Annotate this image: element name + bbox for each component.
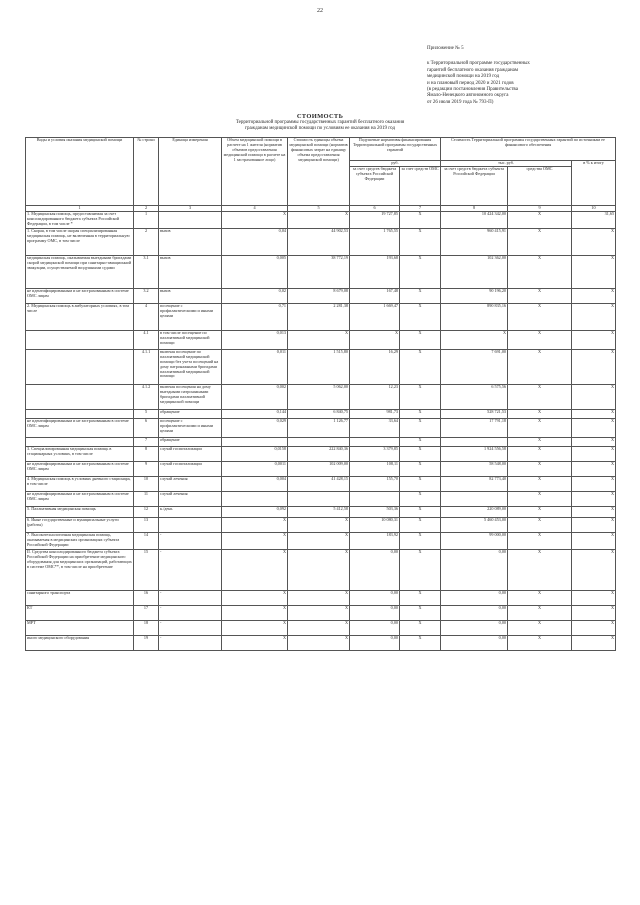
row-percent: X (572, 418, 616, 437)
row-unit: вызов (159, 228, 222, 255)
row-total-oms: X (508, 532, 572, 549)
row-total-budget: 7 691,00 (441, 349, 508, 384)
row-percent: X (572, 590, 616, 605)
column-number: 5 (288, 205, 350, 211)
row-number: 5 (134, 409, 159, 418)
appendix-line: к Территориальной программе государственных (427, 61, 530, 67)
row-per-capita-budget: 3 379,85 (350, 446, 400, 461)
row-per-capita-oms: X (400, 446, 441, 461)
table-row (26, 635, 616, 650)
row-per-capita-budget: 19 727,85 (350, 211, 400, 228)
row-percent: 31,65 (572, 211, 616, 228)
table-row (26, 620, 616, 635)
column-number: 8 (441, 205, 508, 211)
header-total-budget: за счет средств бюджета субъекта Российской Федерации (441, 166, 508, 205)
row-name: 1. Медицинская помощь, предоставляемая за счет консолидированного бюджета субъекта Российской Федерации, в том числе * (26, 211, 134, 228)
row-unit-cost: 41 428,15 (288, 476, 350, 491)
row-name: II. Средства консолидированного бюджета субъекта Российской Федерации на приобретение медицинского оборудования для медицинских организаций, работающих в системе ОМС**, в том числе на приобретение (26, 549, 134, 590)
row-percent: X (572, 330, 616, 349)
table-row (26, 549, 616, 590)
header-per-capita-oms: за счет средств ОМС (400, 166, 441, 205)
row-volume: 0,0158 (222, 446, 288, 461)
row-unit: - (159, 605, 222, 620)
row-number: 8 (134, 446, 159, 461)
row-name: не идентифицированным и не застрахованным в системе ОМС лицам (26, 418, 134, 437)
row-number: 14 (134, 532, 159, 549)
table-row (26, 418, 616, 437)
row-volume: 0,144 (222, 409, 288, 418)
header-per-capita-budget: за счет средств бюджета субъекта Российской Федерации (350, 166, 400, 205)
row-unit: - (159, 590, 222, 605)
row-percent: X (572, 517, 616, 532)
row-unit: к./день (159, 506, 222, 517)
appendix-line: Ямало-Ненецкого автономного округа (427, 93, 509, 99)
row-unit-cost: X (288, 605, 350, 620)
row-per-capita-oms: X (400, 437, 441, 446)
row-number: 15 (134, 549, 159, 590)
row-number: 7 (134, 437, 159, 446)
row-per-capita-oms: X (400, 635, 441, 650)
row-total-oms: X (508, 549, 572, 590)
header-per-capita: Подушевые нормативы финансирования Территориальной программы государственных гарантий (350, 138, 441, 161)
header-row-no: № строки (134, 138, 159, 206)
table-row (26, 491, 616, 506)
row-unit-cost: 6 840,75 (288, 409, 350, 418)
table-row (26, 228, 616, 255)
row-number: 6 (134, 418, 159, 437)
column-number: 9 (508, 205, 572, 211)
row-percent: X (572, 409, 616, 418)
table-row (26, 517, 616, 532)
row-total-budget: 0,00 (441, 590, 508, 605)
row-percent: X (572, 384, 616, 409)
table-row (26, 255, 616, 288)
row-percent: X (572, 532, 616, 549)
row-total-oms: X (508, 288, 572, 303)
row-percent: X (572, 491, 616, 506)
row-name: 1. Скорая, в том числе скорая специализированная медицинская помощь, не включенная в территориальную программу ОМС, в том числе (26, 228, 134, 255)
appendix-note (427, 46, 627, 106)
table-row (26, 605, 616, 620)
row-name: 6. Иные государственные и муниципальные услуги (работы) (26, 517, 134, 532)
table-row (26, 590, 616, 605)
row-volume: X (222, 605, 288, 620)
row-percent: X (572, 288, 616, 303)
row-total-oms: X (508, 418, 572, 437)
table-row (26, 384, 616, 409)
row-name: 5. Паллиативная медицинская помощь (26, 506, 134, 517)
row-unit: - (159, 635, 222, 650)
row-total-budget: 528 721,53 (441, 409, 508, 418)
subtitle-line: Территориальной программы государственных гарантий бесплатного оказания (235, 120, 405, 125)
row-number: 1 (134, 211, 159, 228)
row-total-oms: X (508, 635, 572, 650)
row-percent: X (572, 228, 616, 255)
row-unit-cost: X (288, 635, 350, 650)
row-number: 2 (134, 228, 159, 255)
row-total-budget: 0,00 (441, 620, 508, 635)
row-name (26, 330, 134, 349)
row-total-oms: X (508, 384, 572, 409)
row-per-capita-oms: X (400, 491, 441, 506)
row-per-capita-oms: X (400, 549, 441, 590)
header-per-capita-unit: руб. (350, 161, 441, 167)
table-row (26, 330, 616, 349)
row-per-capita-oms: X (400, 532, 441, 549)
row-percent: X (572, 303, 616, 330)
row-total-budget: 102 362,00 (441, 255, 508, 288)
row-unit: в том числе посещение по паллиативной медицинской помощи (159, 330, 222, 349)
row-volume (222, 491, 288, 506)
row-percent: X (572, 349, 616, 384)
row-total-oms: X (508, 461, 572, 476)
row-number: 4.1.1 (134, 349, 159, 384)
row-percent: X (572, 437, 616, 446)
row-total-budget: X (441, 330, 508, 349)
row-per-capita-budget: 981,73 (350, 409, 400, 418)
row-per-capita-oms: X (400, 330, 441, 349)
row-total-budget (441, 437, 508, 446)
header-pct: в % к итогу (572, 161, 616, 206)
table-row (26, 437, 616, 446)
row-per-capita-budget: 0,00 (350, 620, 400, 635)
row-unit: посещение с профилактическими и иными целями (159, 303, 222, 330)
table-row (26, 409, 616, 418)
row-unit-cost: 38 772,19 (288, 255, 350, 288)
row-per-capita-oms: X (400, 303, 441, 330)
table-row (26, 349, 616, 384)
row-percent: X (572, 506, 616, 517)
row-unit-cost: X (288, 330, 350, 349)
row-name: 2. Медицинская помощь в амбулаторных условиях, в том числе (26, 303, 134, 330)
appendix-line: и на плановый период 2020 и 2021 годов (427, 80, 514, 86)
row-name (26, 349, 134, 384)
appendix-line: гарантий бесплатного оказания гражданам (427, 67, 519, 73)
table-row (26, 288, 616, 303)
row-per-capita-budget: 0,00 (350, 635, 400, 650)
header-volume: Объем медицинской помощи в расчете на 1 жителя (норматив объемов предоставления медицинской помощи в расчете на 1 застрахованное лицо) (222, 138, 288, 206)
row-name (26, 409, 134, 418)
row-total-budget: 890 835,16 (441, 303, 508, 330)
row-per-capita-oms: X (400, 418, 441, 437)
row-volume (222, 437, 288, 446)
appendix-title: Приложение № 5 (427, 46, 464, 51)
row-total-budget: 0,00 (441, 549, 508, 590)
row-unit-cost: 5 412,58 (288, 506, 350, 517)
row-total-budget: 90 196,20 (441, 288, 508, 303)
row-unit: вызов (159, 255, 222, 288)
row-per-capita-oms: X (400, 384, 441, 409)
row-number: 16 (134, 590, 159, 605)
row-total-budget: 5 460 453,00 (441, 517, 508, 532)
row-unit-cost (288, 437, 350, 446)
row-name (26, 384, 134, 409)
subtitle-line: гражданам медицинской помощи по условиям ее оказания на 2019 год (244, 126, 396, 131)
row-per-capita-oms: X (400, 288, 441, 303)
row-volume: 0,011 (222, 349, 288, 384)
table-row (26, 303, 616, 330)
row-volume: X (222, 211, 288, 228)
row-unit: включая посещения на дому выездными патронажными бригадами паллиативной медицинской помощи (159, 384, 222, 409)
row-number: 13 (134, 517, 159, 532)
row-number: 17 (134, 605, 159, 620)
row-per-capita-budget: 1 669,47 (350, 303, 400, 330)
row-total-budget: 99 000,00 (441, 532, 508, 549)
row-unit-cost: X (288, 620, 350, 635)
row-name: не идентифицированным и не застрахованным в системе ОМС лицам (26, 491, 134, 506)
row-volume: 0,0011 (222, 461, 288, 476)
row-volume: X (222, 590, 288, 605)
table-row (26, 211, 616, 228)
row-total-oms: X (508, 620, 572, 635)
row-unit-cost: 5 062,00 (288, 384, 350, 409)
row-unit: вызов (159, 288, 222, 303)
row-name: КТ (26, 605, 134, 620)
row-number: 4.1 (134, 330, 159, 349)
row-unit: случай лечения (159, 476, 222, 491)
row-total-budget: 6 575,56 (441, 384, 508, 409)
row-volume: X (222, 532, 288, 549)
row-per-capita-oms: X (400, 228, 441, 255)
row-total-budget: 1 924 556,58 (441, 446, 508, 461)
row-unit-cost: X (288, 549, 350, 590)
column-number: 1 (26, 205, 134, 211)
row-unit-cost: 44 902,53 (288, 228, 350, 255)
row-number: 3.1 (134, 255, 159, 288)
row-volume: X (222, 620, 288, 635)
row-per-capita-budget: 12,23 (350, 384, 400, 409)
row-per-capita-oms: X (400, 409, 441, 418)
row-volume: 0,004 (222, 476, 288, 491)
row-unit-cost: X (288, 532, 350, 549)
row-name: иного медицинского оборудования (26, 635, 134, 650)
row-total-budget: 960 415,91 (441, 228, 508, 255)
table-row (26, 461, 616, 476)
document-subtitle (0, 120, 640, 132)
header-total-cost: Стоимость Территориальной программы государственных гарантий по источникам ее финансового обеспечения (441, 138, 616, 161)
row-name: санитарного транспорта (26, 590, 134, 605)
row-name: не идентифицированным и не застрахованным в системе ОМС лицам (26, 288, 134, 303)
row-total-oms: X (508, 506, 572, 517)
row-per-capita-budget: 0,00 (350, 549, 400, 590)
row-unit: случай лечения (159, 491, 222, 506)
row-number: 3.2 (134, 288, 159, 303)
row-per-capita-oms: X (400, 605, 441, 620)
row-per-capita-oms: X (400, 255, 441, 288)
cost-table (25, 137, 616, 651)
row-name (26, 437, 134, 446)
table-row (26, 446, 616, 461)
row-unit: - (159, 532, 222, 549)
row-total-oms: X (508, 211, 572, 228)
row-volume: 0,029 (222, 418, 288, 437)
row-total-budget: 0,00 (441, 605, 508, 620)
row-unit-cost: X (288, 517, 350, 532)
row-number: 18 (134, 620, 159, 635)
row-number: 4 (134, 303, 159, 330)
row-percent: X (572, 635, 616, 650)
row-total-budget: 82 773,40 (441, 476, 508, 491)
row-unit (159, 211, 222, 228)
document-title: СТОИМОСТЬ (296, 113, 344, 120)
row-number: 9 (134, 461, 159, 476)
table-row (26, 506, 616, 517)
table-row (26, 532, 616, 549)
appendix-line: (в редакции постановления Правительства (427, 87, 518, 93)
row-unit-cost: 222 840,36 (288, 446, 350, 461)
row-total-budget: 0,00 (441, 635, 508, 650)
appendix-line: медицинской помощи на 2019 год (427, 74, 500, 80)
header-types: Виды и условия оказания медицинской помощи (26, 138, 134, 206)
row-per-capita-budget: 167,48 (350, 288, 400, 303)
row-per-capita-budget: 183,92 (350, 532, 400, 549)
page-number: 22 (317, 8, 323, 14)
row-volume: 0,002 (222, 384, 288, 409)
row-unit-cost: X (288, 211, 350, 228)
row-volume: 0,092 (222, 506, 288, 517)
row-number: 12 (134, 506, 159, 517)
row-per-capita-oms: X (400, 211, 441, 228)
row-unit-cost: 102 009,00 (288, 461, 350, 476)
row-unit: - (159, 620, 222, 635)
table-header-row (26, 138, 616, 161)
row-total-budget: 10 424 342,00 (441, 211, 508, 228)
row-per-capita-budget (350, 437, 400, 446)
row-unit (159, 517, 222, 532)
row-percent: X (572, 549, 616, 590)
row-name: МРТ (26, 620, 134, 635)
row-percent: X (572, 255, 616, 288)
column-number: 6 (350, 205, 400, 211)
column-number: 10 (572, 205, 616, 211)
row-per-capita-budget: 0,00 (350, 590, 400, 605)
row-unit: - (159, 549, 222, 590)
row-per-capita-budget: 1 765,55 (350, 228, 400, 255)
row-percent: X (572, 446, 616, 461)
row-unit: включая посещение по паллиативной медицинской помощи без учета посещений на дому патронажными бригадами паллиативной медицинской помощи (159, 349, 222, 384)
row-per-capita-budget: X (350, 330, 400, 349)
row-total-oms: X (508, 517, 572, 532)
row-percent: X (572, 476, 616, 491)
row-total-oms: X (508, 590, 572, 605)
row-per-capita-budget: 503,36 (350, 506, 400, 517)
row-volume: X (222, 517, 288, 532)
row-unit-cost: X (288, 590, 350, 605)
row-volume: 0,02 (222, 288, 288, 303)
row-total-oms: X (508, 255, 572, 288)
column-number: 2 (134, 205, 159, 211)
appendix-line: от 26 июля 2019 года № 793-П) (427, 99, 494, 105)
row-unit: обращение (159, 437, 222, 446)
row-total-budget: 58 548,00 (441, 461, 508, 476)
row-total-oms: X (508, 476, 572, 491)
row-total-oms: X (508, 437, 572, 446)
row-total-oms: X (508, 409, 572, 418)
row-unit: случай госпитализации (159, 446, 222, 461)
header-cost-unit: Стоимость единицы объема медицинской помощи (норматив финансовых затрат на единицу объема предоставления медицинской помощи) (288, 138, 350, 206)
row-total-oms: X (508, 446, 572, 461)
row-per-capita-budget: 193,68 (350, 255, 400, 288)
row-total-oms: X (508, 330, 572, 349)
row-unit-cost: 1 126,77 (288, 418, 350, 437)
header-unit: Единица измерения (159, 138, 222, 206)
row-total-oms: X (508, 605, 572, 620)
row-per-capita-budget: 33,64 (350, 418, 400, 437)
row-unit-cost: 8 679,08 (288, 288, 350, 303)
row-per-capita-oms: X (400, 620, 441, 635)
row-percent: X (572, 461, 616, 476)
row-number: 10 (134, 476, 159, 491)
row-total-oms: X (508, 228, 572, 255)
row-name: 4. Медицинская помощь в условиях дневного стационара, в том числе (26, 476, 134, 491)
column-number: 3 (159, 205, 222, 211)
row-unit-cost: 2 281,38 (288, 303, 350, 330)
row-total-budget: 17 791,18 (441, 418, 508, 437)
row-per-capita-oms: X (400, 349, 441, 384)
row-percent: X (572, 620, 616, 635)
row-volume: X (222, 549, 288, 590)
row-number: 19 (134, 635, 159, 650)
table-row (26, 476, 616, 491)
header-total-unit: тыс. руб. (441, 161, 572, 167)
row-total-oms: X (508, 303, 572, 330)
row-per-capita-oms: X (400, 461, 441, 476)
row-per-capita-budget: 16,29 (350, 349, 400, 384)
row-name: медицинская помощь, оказываемая выездными бригадами скорой медицинской помощи при санитарно-авиационной эвакуации, осуществляемой воздушными судами (26, 255, 134, 288)
row-total-budget: 220 089,00 (441, 506, 508, 517)
row-number: 11 (134, 491, 159, 506)
column-number: 7 (400, 205, 441, 211)
row-per-capita-oms: X (400, 506, 441, 517)
row-total-oms: X (508, 349, 572, 384)
row-per-capita-oms: X (400, 590, 441, 605)
row-per-capita-budget (350, 491, 400, 506)
row-per-capita-budget: 155,70 (350, 476, 400, 491)
row-unit-cost (288, 491, 350, 506)
row-unit-cost: 1 515,80 (288, 349, 350, 384)
row-total-oms: X (508, 491, 572, 506)
row-percent: X (572, 605, 616, 620)
row-number: 4.1.2 (134, 384, 159, 409)
row-name: не идентифицированным и не застрахованным в системе ОМС лицам (26, 461, 134, 476)
row-volume: 0,71 (222, 303, 288, 330)
row-volume: 0,005 (222, 255, 288, 288)
row-unit: посещение с профилактическими и иными целями (159, 418, 222, 437)
row-per-capita-budget: 0,00 (350, 605, 400, 620)
column-number: 4 (222, 205, 288, 211)
header-total-oms: средства ОМС (508, 166, 572, 205)
row-per-capita-budget: 108,11 (350, 461, 400, 476)
row-per-capita-oms: X (400, 517, 441, 532)
row-name: 3. Специализированная медицинская помощь в стационарных условиях, в том числе (26, 446, 134, 461)
row-volume: 0,013 (222, 330, 288, 349)
row-volume: 0,04 (222, 228, 288, 255)
row-volume: X (222, 635, 288, 650)
row-name: 7. Высокотехнологичная медицинская помощь, оказываемая в медицинских организациях субъекта Российской Федерации (26, 532, 134, 549)
row-per-capita-oms: X (400, 476, 441, 491)
row-per-capita-budget: 10 080,31 (350, 517, 400, 532)
row-unit: случай госпитализации (159, 461, 222, 476)
row-total-budget (441, 491, 508, 506)
row-unit: обращение (159, 409, 222, 418)
